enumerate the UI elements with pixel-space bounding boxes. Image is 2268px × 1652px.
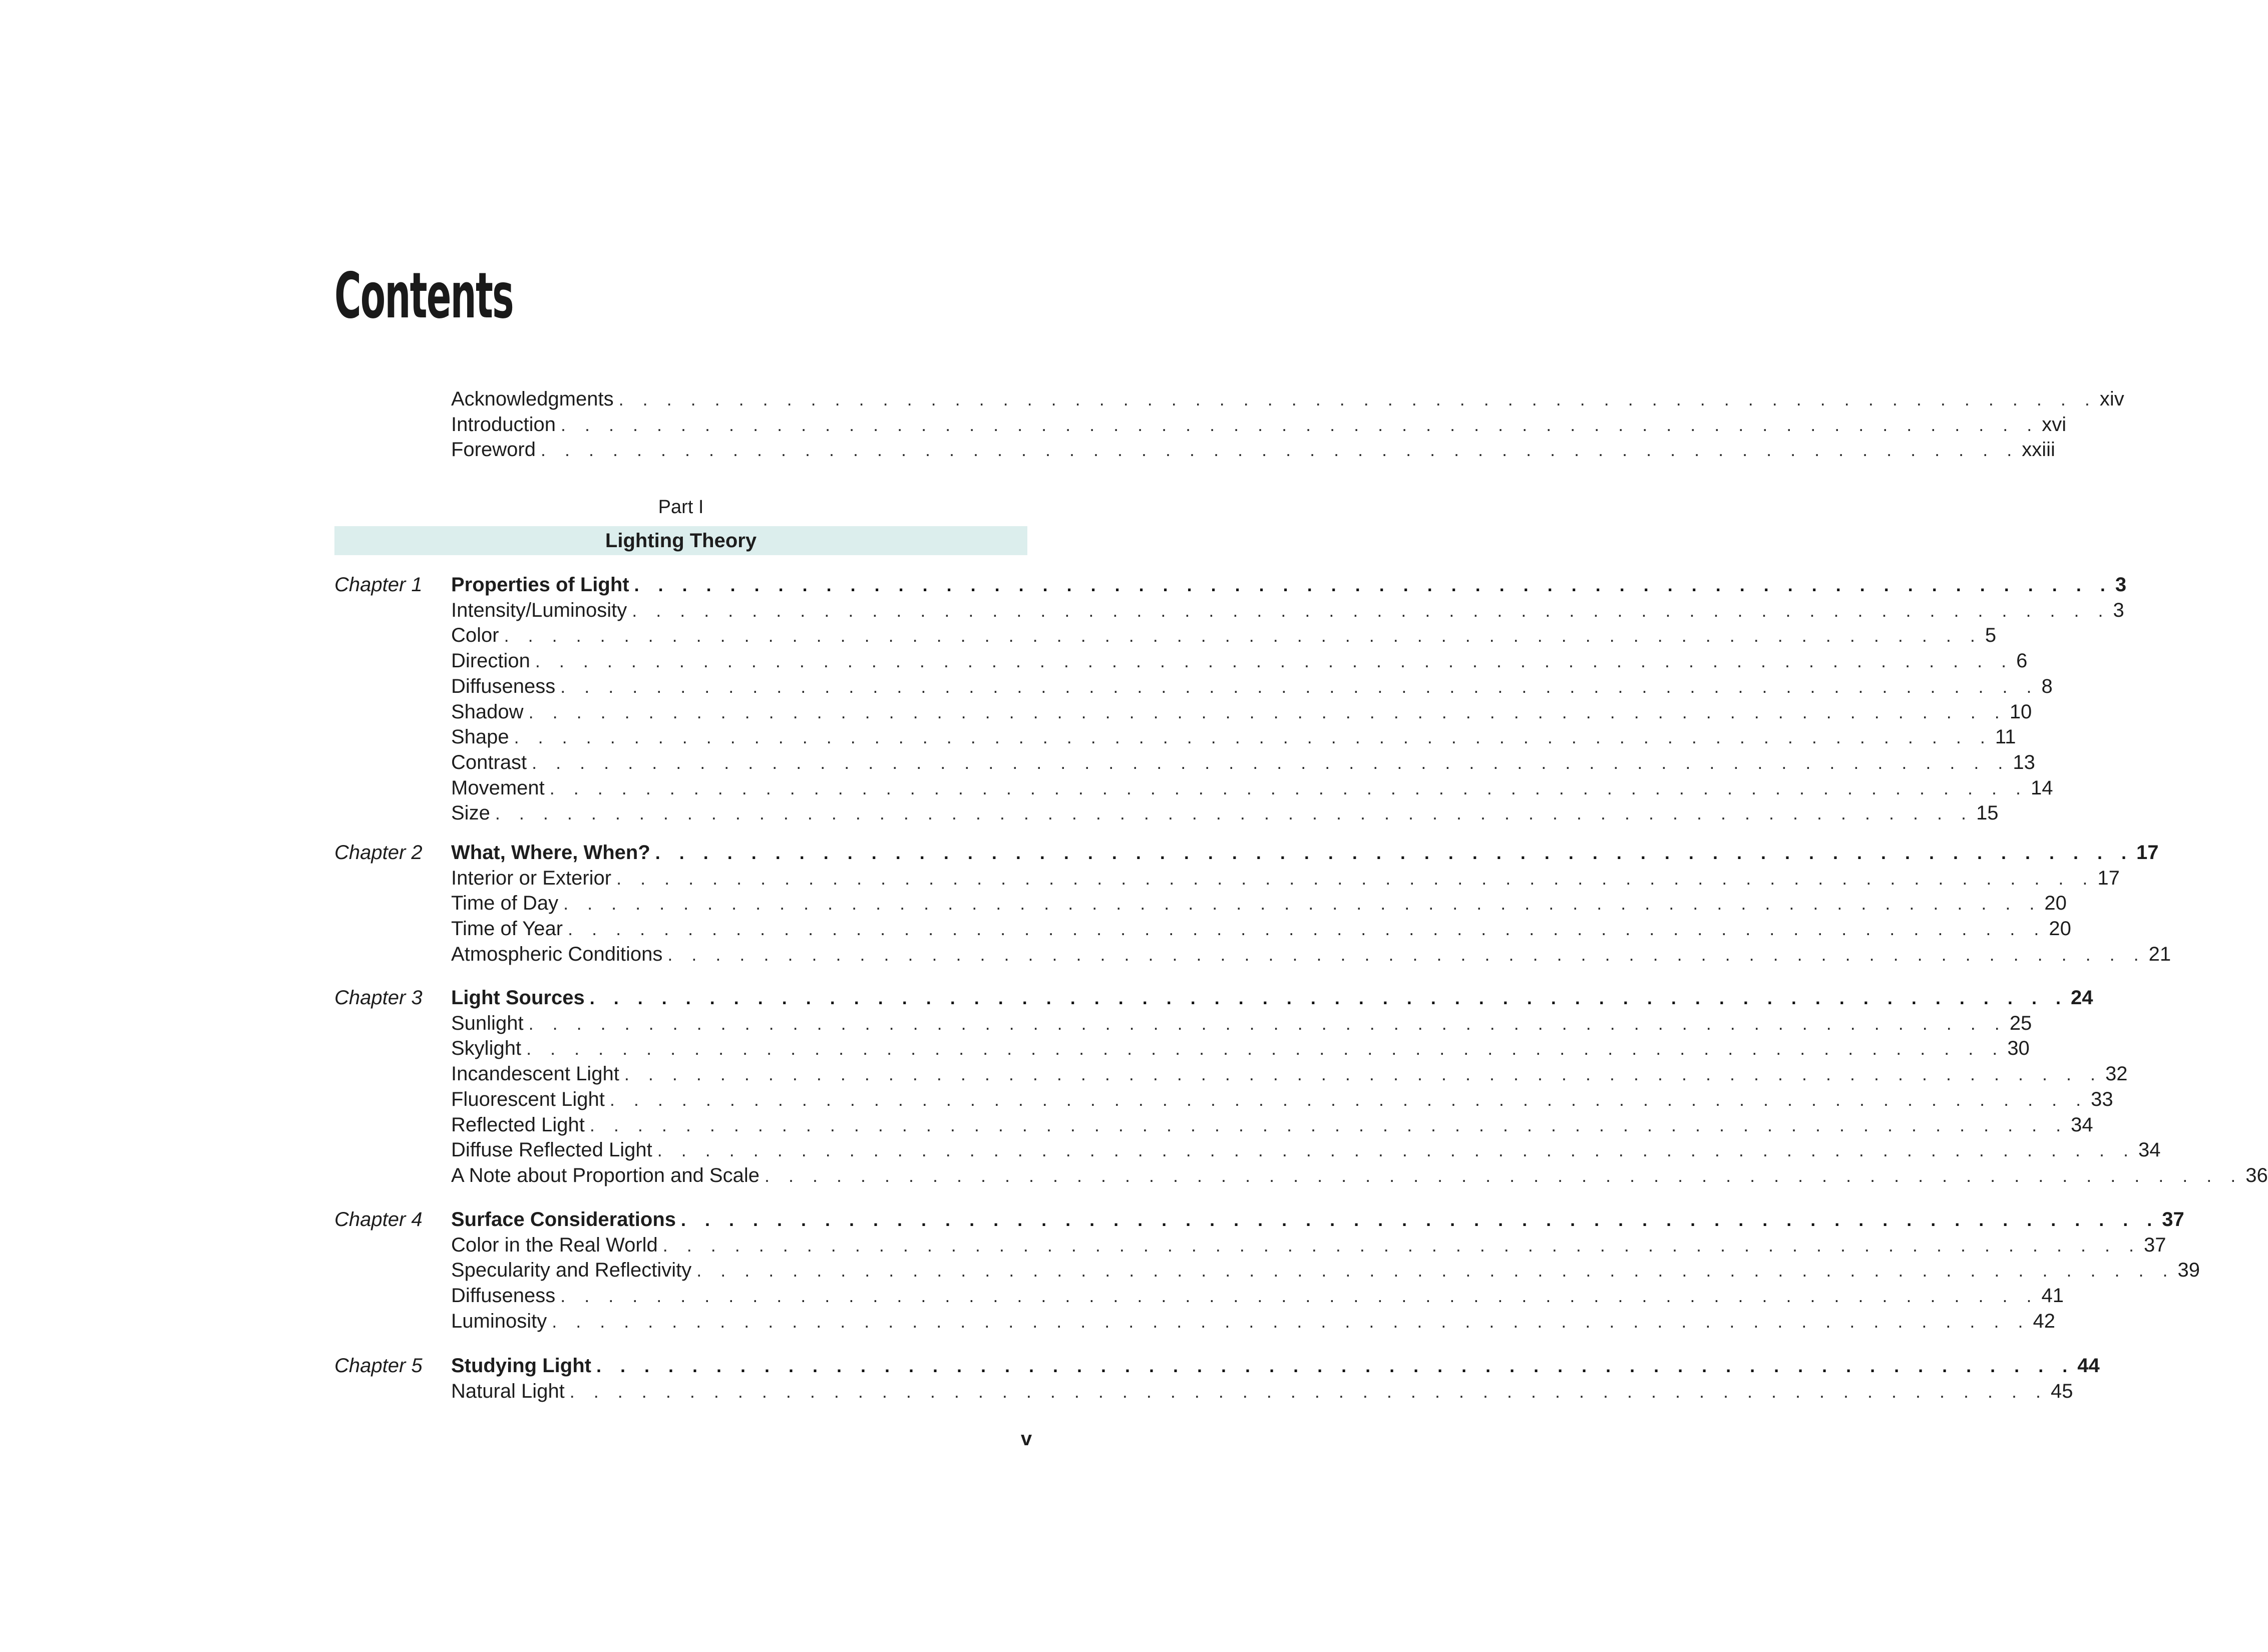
toc-entry-label: Reflected Light	[451, 1114, 585, 1136]
toc-page-number: 44	[2077, 1355, 2100, 1377]
dot-leader: . . . . . . . . . . . . . . . . . . . . . . . . . . . . . . . . . . . . . . . . . . . . . . . . . . . . . . . . . . . . . .	[696, 1260, 2175, 1281]
dot-leader: . . . . . . . . . . . . . . . . . . . . . . . . . . . . . . . . . . . . . . . . . . . . . . . . . . . . . . . . . . . . . .	[634, 575, 2112, 595]
toc-entry-label: Foreword	[451, 439, 536, 461]
toc-entry-label: Time of Day	[451, 892, 559, 914]
toc-page-number: 39	[2177, 1259, 2200, 1281]
toc-entry-label: Atmospheric Conditions	[451, 943, 663, 965]
toc-entry[interactable]	[451, 890, 2067, 916]
toc-entry[interactable]	[451, 1257, 2200, 1283]
toc-chapter-entry[interactable]	[451, 1206, 2184, 1232]
toc-chapter-title: Properties of Light	[451, 574, 629, 596]
toc-entry-label: Diffuseness	[451, 1285, 556, 1307]
toc-page-number: 15	[1976, 802, 1999, 824]
toc-entry[interactable]	[451, 1010, 2032, 1036]
toc-page-number: 10	[2009, 701, 2032, 723]
toc-page-number: xvi	[2042, 414, 2067, 436]
part-title-band	[334, 526, 1027, 555]
toc-entry-label: Incandescent Light	[451, 1063, 619, 1085]
chapter-number: Chapter 4	[334, 1208, 423, 1230]
toc-entry-label: Introduction	[451, 414, 556, 436]
toc-page-number: 41	[2041, 1285, 2064, 1307]
toc-entry[interactable]	[451, 648, 2028, 674]
toc-page-number: 24	[2070, 987, 2093, 1009]
dot-leader: . . . . . . . . . . . . . . . . . . . . . . . . . . . . . . . . . . . . . . . . . . . . . . . . . . . . . . . . . . . . . .	[526, 1038, 2005, 1059]
toc-page-number: 37	[2144, 1234, 2166, 1256]
toc-page-number: 21	[2148, 943, 2171, 965]
toc-entry[interactable]	[451, 1283, 2064, 1309]
dot-leader: . . . . . . . . . . . . . . . . . . . . . . . . . . . . . . . . . . . . . . . . . . . . . . . . . . . . . . . . . . . . . .	[596, 1356, 2075, 1376]
toc-entry[interactable]	[451, 865, 2120, 891]
part-title: Lighting Theory	[605, 530, 757, 552]
dot-leader: . . . . . . . . . . . . . . . . . . . . . . . . . . . . . . . . . . . . . . . . . . . . . . . . . . . . . . . . . . . . . .	[618, 389, 2097, 409]
toc-entry-label: Shadow	[451, 701, 524, 723]
toc-page-number: 13	[2013, 751, 2035, 773]
toc-entry[interactable]	[451, 724, 2016, 750]
dot-leader: . . . . . . . . . . . . . . . . . . . . . . . . . . . . . . . . . . . . . . . . . . . . . . . . . . . . . . . . . . . . . .	[561, 415, 2039, 435]
dot-leader: . . . . . . . . . . . . . . . . . . . . . . . . . . . . . . . . . . . . . . . . . . . . . . . . . . . . . . . . . . . . . .	[528, 1013, 2007, 1034]
toc-entry-label: Color in the Real World	[451, 1234, 658, 1256]
chapter-number: Chapter 1	[334, 574, 423, 596]
dot-leader: . . . . . . . . . . . . . . . . . . . . . . . . . . . . . . . . . . . . . . . . . . . . . . . . . . . . . . . . . . . . . .	[495, 803, 1974, 823]
toc-page-number: 17	[2136, 842, 2159, 864]
toc-entry[interactable]	[451, 597, 2124, 623]
toc-entry[interactable]	[451, 1035, 2030, 1061]
part-label: Part I	[658, 497, 704, 518]
toc-page-number: 42	[2033, 1310, 2055, 1332]
dot-leader: . . . . . . . . . . . . . . . . . . . . . . . . . . . . . . . . . . . . . . . . . . . . . . . . . . . . . . . . . . . . . .	[589, 988, 2068, 1008]
toc-page-number: 3	[2113, 599, 2124, 621]
toc-entry[interactable]	[451, 673, 2053, 699]
toc-entry-label: Acknowledgments	[451, 388, 614, 410]
chapter-number: Chapter 3	[334, 987, 423, 1009]
toc-page-number: xiv	[2099, 388, 2124, 410]
dot-leader: . . . . . . . . . . . . . . . . . . . . . . . . . . . . . . . . . . . . . . . . . . . . . . . . . . . . . . . . . . . . . .	[667, 944, 2146, 965]
toc-page-number: 36	[2245, 1164, 2268, 1186]
toc-page-number: xxiii	[2022, 439, 2055, 461]
dot-leader: . . . . . . . . . . . . . . . . . . . . . . . . . . . . . . . . . . . . . . . . . . . . . . . . . . . . . . . . . . . . . .	[589, 1115, 2068, 1135]
toc-page-number: 37	[2162, 1208, 2184, 1230]
toc-entry-label: Direction	[451, 650, 530, 672]
toc-entry[interactable]	[451, 941, 2171, 967]
dot-leader: . . . . . . . . . . . . . . . . . . . . . . . . . . . . . . . . . . . . . . . . . . . . . . . . . . . . . . . . . . . . . .	[540, 440, 2019, 460]
toc-page-number: 33	[2091, 1088, 2113, 1110]
toc-page-number: 45	[2051, 1380, 2073, 1402]
toc-page-number: 6	[2016, 650, 2028, 672]
toc-page-number: 8	[2041, 675, 2053, 697]
toc-entry-label: Movement	[451, 777, 545, 799]
toc-entry[interactable]	[451, 411, 2067, 438]
toc-entry[interactable]	[451, 916, 2071, 942]
dot-leader: . . . . . . . . . . . . . . . . . . . . . . . . . . . . . . . . . . . . . . . . . . . . . . . . . . . . . . . . . . . . . .	[532, 752, 2010, 773]
toc-entry[interactable]	[451, 1061, 2128, 1087]
dot-leader: . . . . . . . . . . . . . . . . . . . . . . . . . . . . . . . . . . . . . . . . . . . . . . . . . . . . . . . . . . . . . .	[764, 1165, 2243, 1186]
dot-leader: . . . . . . . . . . . . . . . . . . . . . . . . . . . . . . . . . . . . . . . . . . . . . . . . . . . . . . . . . . . . . .	[560, 1286, 2039, 1306]
page-title: Contents	[334, 259, 513, 332]
toc-page-number: 11	[1995, 726, 2016, 748]
dot-leader: . . . . . . . . . . . . . . . . . . . . . . . . . . . . . . . . . . . . . . . . . . . . . . . . . . . . . . . . . . . . . .	[552, 1311, 2030, 1332]
toc-entry-label: Contrast	[451, 751, 527, 773]
dot-leader: . . . . . . . . . . . . . . . . . . . . . . . . . . . . . . . . . . . . . . . . . . . . . . . . . . . . . . . . . . . . . .	[549, 778, 2028, 798]
dot-leader: . . . . . . . . . . . . . . . . . . . . . . . . . . . . . . . . . . . . . . . . . . . . . . . . . . . . . . . . . . . . . .	[616, 868, 2095, 889]
toc-entry[interactable]	[451, 800, 1999, 826]
dot-leader: . . . . . . . . . . . . . . . . . . . . . . . . . . . . . . . . . . . . . . . . . . . . . . . . . . . . . . . . . . . . . .	[657, 1140, 2135, 1160]
dot-leader: . . . . . . . . . . . . . . . . . . . . . . . . . . . . . . . . . . . . . . . . . . . . . . . . . . . . . . . . . . . . . .	[560, 676, 2039, 697]
toc-entry-label: Fluorescent Light	[451, 1088, 605, 1110]
toc-entry[interactable]	[451, 1086, 2113, 1112]
dot-leader: . . . . . . . . . . . . . . . . . . . . . . . . . . . . . . . . . . . . . . . . . . . . . . . . . . . . . . . . . . . . . .	[681, 1209, 2159, 1230]
toc-chapter-title: Surface Considerations	[451, 1208, 676, 1230]
toc-page-number: 5	[1985, 624, 1997, 646]
toc-entry-label: Sunlight	[451, 1012, 524, 1034]
toc-chapter-title: Light Sources	[451, 987, 585, 1009]
toc-page-number: 32	[2105, 1063, 2128, 1085]
toc-entry-label: Diffuseness	[451, 675, 556, 697]
dot-leader: . . . . . . . . . . . . . . . . . . . . . . . . . . . . . . . . . . . . . . . . . . . . . . . . . . . . . . . . . . . . . .	[563, 893, 2042, 914]
toc-entry-label: Natural Light	[451, 1380, 565, 1402]
dot-leader: . . . . . . . . . . . . . . . . . . . . . . . . . . . . . . . . . . . . . . . . . . . . . . . . . . . . . . . . . . . . . .	[535, 651, 2014, 671]
toc-entry[interactable]	[451, 1232, 2166, 1258]
toc-entry-label: Skylight	[451, 1037, 522, 1059]
dot-leader: . . . . . . . . . . . . . . . . . . . . . . . . . . . . . . . . . . . . . . . . . . . . . . . . . . . . . . . . . . . . . .	[662, 1235, 2141, 1256]
toc-page-number: 34	[2138, 1139, 2161, 1161]
toc-entry[interactable]	[451, 1112, 2093, 1138]
toc-page-number: 20	[2049, 918, 2071, 940]
dot-leader: . . . . . . . . . . . . . . . . . . . . . . . . . . . . . . . . . . . . . . . . . . . . . . . . . . . . . . . . . . . . . .	[609, 1089, 2088, 1110]
toc-page-number: 30	[2007, 1037, 2030, 1059]
toc-entry[interactable]	[451, 1378, 2073, 1404]
toc-chapter-entry[interactable]	[451, 1353, 2100, 1379]
toc-entry-label: Size	[451, 802, 490, 824]
toc-entry[interactable]	[451, 1162, 2268, 1188]
toc-entry[interactable]	[451, 437, 2055, 463]
toc-page-number: 20	[2044, 892, 2067, 914]
dot-leader: . . . . . . . . . . . . . . . . . . . . . . . . . . . . . . . . . . . . . . . . . . . . . . . . . . . . . . . . . . . . . .	[569, 1381, 2048, 1402]
toc-entry-label: Color	[451, 624, 499, 646]
toc-entry-label: Interior or Exterior	[451, 867, 612, 889]
toc-chapter-entry[interactable]	[451, 840, 2159, 866]
toc-entry[interactable]	[451, 622, 1997, 648]
chapter-number: Chapter 5	[334, 1355, 423, 1377]
dot-leader: . . . . . . . . . . . . . . . . . . . . . . . . . . . . . . . . . . . . . . . . . . . . . . . . . . . . . . . . . . . . . .	[514, 727, 1992, 747]
toc-entry-label: Shape	[451, 726, 509, 748]
dot-leader: . . . . . . . . . . . . . . . . . . . . . . . . . . . . . . . . . . . . . . . . . . . . . . . . . . . . . . . . . . . . . .	[528, 702, 2007, 722]
toc-page-number: 14	[2031, 777, 2053, 799]
toc-entry[interactable]	[451, 775, 2053, 801]
toc-page-number: 17	[2097, 867, 2120, 889]
toc-entry[interactable]	[451, 749, 2035, 775]
toc-entry-label: Time of Year	[451, 918, 563, 940]
dot-leader: . . . . . . . . . . . . . . . . . . . . . . . . . . . . . . . . . . . . . . . . . . . . . . . . . . . . . . . . . . . . . .	[568, 919, 2046, 939]
toc-chapter-title: Studying Light	[451, 1355, 591, 1377]
page-folio: v	[1020, 1428, 1032, 1450]
toc-entry[interactable]	[451, 699, 2032, 725]
dot-leader: . . . . . . . . . . . . . . . . . . . . . . . . . . . . . . . . . . . . . . . . . . . . . . . . . . . . . . . . . . . . . .	[624, 1064, 2103, 1084]
toc-entry-label: A Note about Proportion and Scale	[451, 1164, 760, 1186]
toc-entry[interactable]	[451, 386, 2124, 412]
toc-page-number: 25	[2009, 1012, 2032, 1034]
toc-entry[interactable]	[451, 1308, 2055, 1334]
toc-entry-label: Specularity and Reflectivity	[451, 1259, 692, 1281]
toc-chapter-entry[interactable]	[451, 985, 2093, 1011]
dot-leader: . . . . . . . . . . . . . . . . . . . . . . . . . . . . . . . . . . . . . . . . . . . . . . . . . . . . . . . . . . . . . .	[655, 843, 2134, 863]
toc-chapter-title: What, Where, When?	[451, 842, 650, 864]
dot-leader: . . . . . . . . . . . . . . . . . . . . . . . . . . . . . . . . . . . . . . . . . . . . . . . . . . . . . . . . . . . . . .	[632, 600, 2110, 621]
toc-entry-label: Intensity/Luminosity	[451, 599, 627, 621]
toc-entry[interactable]	[451, 1137, 2161, 1163]
toc-page-number: 3	[2115, 574, 2127, 596]
chapter-number: Chapter 2	[334, 842, 423, 864]
toc-page-number: 34	[2071, 1114, 2093, 1136]
dot-leader: . . . . . . . . . . . . . . . . . . . . . . . . . . . . . . . . . . . . . . . . . . . . . . . . . . . . . . . . . . . . . .	[504, 625, 1982, 646]
toc-entry-label: Luminosity	[451, 1310, 547, 1332]
toc-chapter-entry[interactable]	[451, 572, 2127, 598]
toc-entry-label: Diffuse Reflected Light	[451, 1139, 652, 1161]
